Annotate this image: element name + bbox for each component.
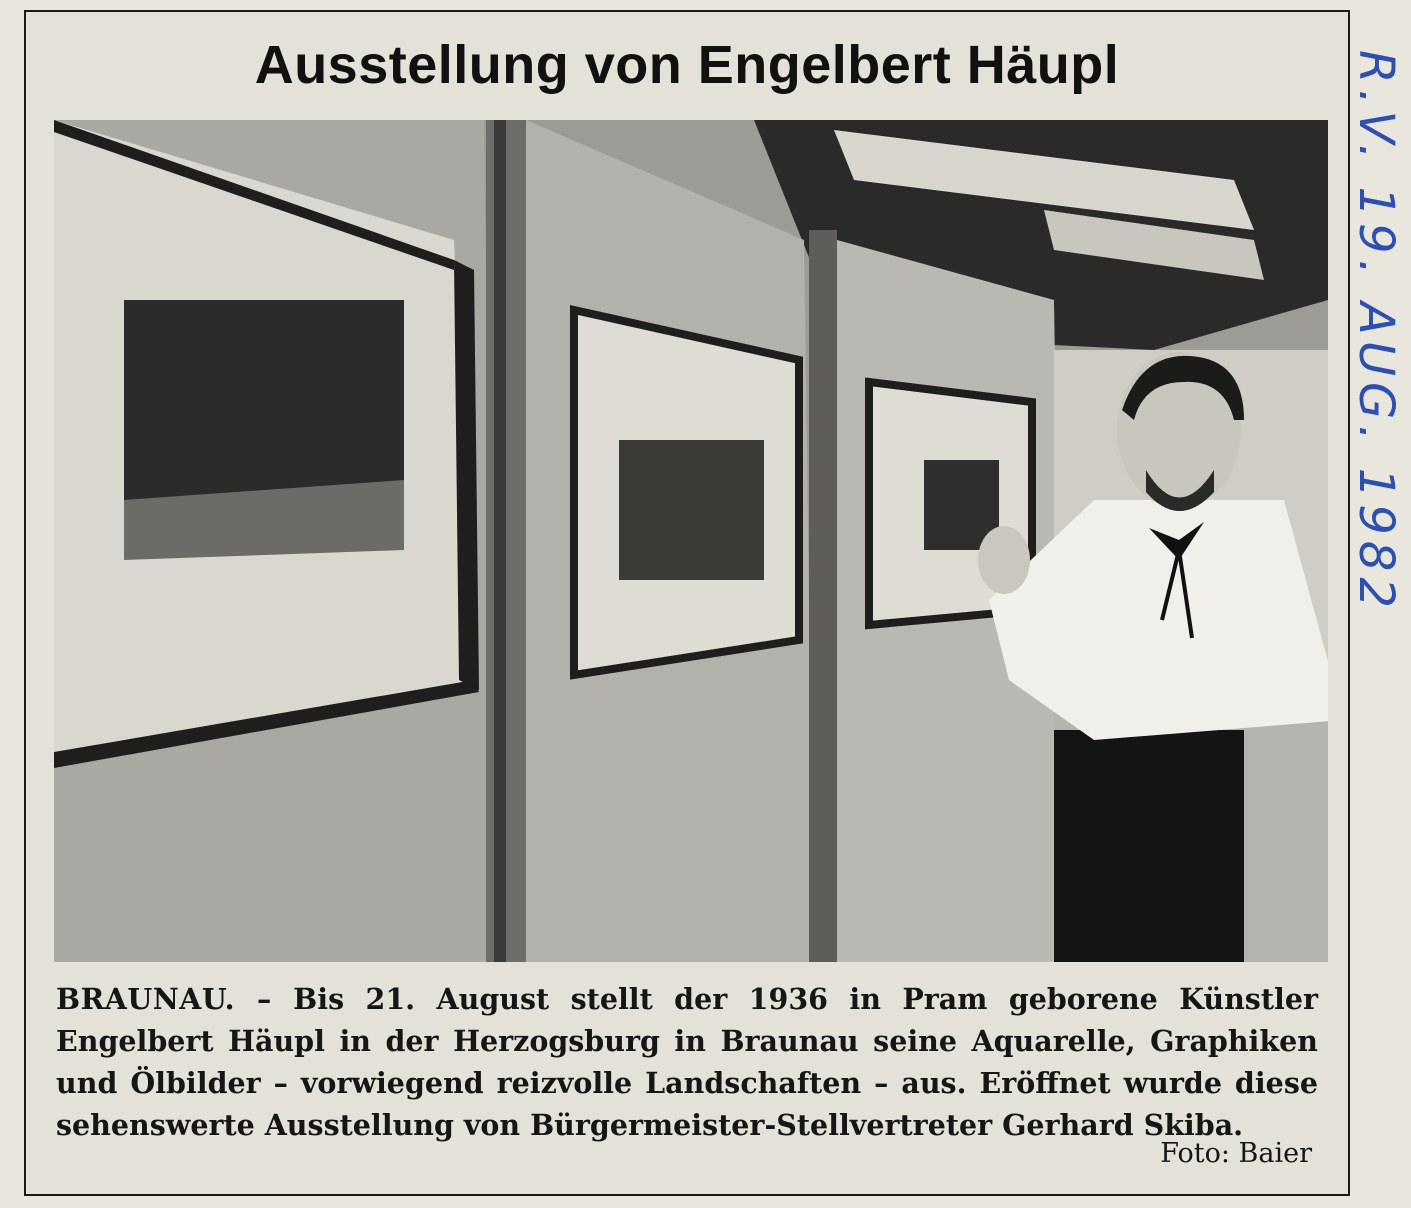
photo-caption: [56, 978, 1318, 1146]
caption-body: Bis 21. August stellt der 1936 in Pram geborene Künstler Engelbert Häupl in der Herzogsburg in Braunau seine Aquarelle, Graphiken und Ölbilder – vorwiegend reizvolle Landschaften – aus. Eröffnet wurde diese sehenswerte Ausstellung von Bürgermeister-Stellvertreter Gerhard Skiba.: [56, 982, 1318, 1142]
caption-dateline: BRAUNAU. –: [56, 982, 272, 1016]
handwritten-note-text: R.V. 19. AUG. 1982: [1348, 50, 1404, 614]
photo-illustration: [54, 120, 1328, 962]
headline: Ausstellung von Engelbert Häupl: [254, 35, 1120, 95]
newspaper-clipping: [24, 10, 1350, 1196]
exhibition-photo: [54, 120, 1328, 962]
photo-credit: Foto: Baier: [1160, 1138, 1312, 1169]
handwritten-date-note: [1348, 40, 1411, 614]
